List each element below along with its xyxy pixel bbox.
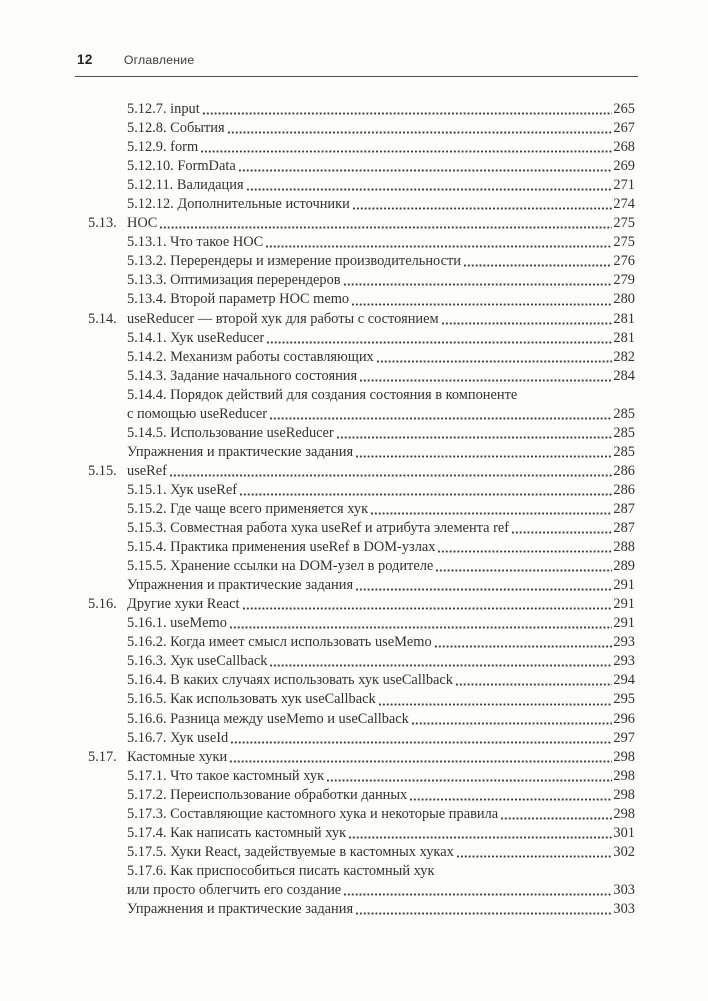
dot-leader xyxy=(230,729,612,748)
entry-page-number: 285 xyxy=(613,424,635,441)
toc-entry-line xyxy=(0,252,635,271)
dot-leader xyxy=(352,195,613,214)
entry-title: Как приспособиться писать кастомный хук xyxy=(170,862,435,879)
entry-number: 5.15.2. xyxy=(127,500,167,517)
entry-page-number: 275 xyxy=(613,215,635,232)
dot-leader xyxy=(227,119,613,138)
entry-title: Упражнения и практические задания xyxy=(127,900,354,917)
dot-leader xyxy=(355,900,612,919)
dot-leader xyxy=(229,748,612,767)
entry-number: 5.16.4. xyxy=(127,672,167,689)
dot-leader xyxy=(463,252,612,271)
entry-title: Оптимизация перерендеров xyxy=(170,272,341,289)
entry-page-number: 269 xyxy=(613,158,635,175)
entry-title: Составляющие кастомного хука и некоторые правила xyxy=(170,805,499,822)
entry-number: 5.16.7. xyxy=(127,729,167,746)
dot-leader xyxy=(336,424,613,443)
dot-leader xyxy=(238,157,613,176)
toc-entry-line xyxy=(0,862,635,881)
toc-entry-line xyxy=(0,176,635,195)
toc-entry-line xyxy=(0,424,635,443)
entry-page-number: 298 xyxy=(613,767,635,784)
entry-title: Где чаще всего применяется хук xyxy=(170,500,369,517)
entry-number: 5.17.1. xyxy=(127,767,167,784)
entry-number: 5.15. xyxy=(88,462,117,479)
entry-title: Использование useReducer xyxy=(170,424,334,441)
entry-page-number: 293 xyxy=(613,653,635,670)
header-title: Оглавление xyxy=(123,52,195,67)
entry-number: 5.12.11. xyxy=(127,177,174,194)
entry-page-number: 275 xyxy=(613,234,635,251)
entry-page-number: 289 xyxy=(613,558,635,575)
entry-number: 5.16.2. xyxy=(127,634,167,651)
toc-entry-line xyxy=(0,386,635,405)
dot-leader xyxy=(500,805,612,824)
entry-number: 5.17.5. xyxy=(127,843,167,860)
dot-leader xyxy=(441,310,613,329)
entry-title: Что такое HOC xyxy=(170,234,264,251)
entry-title: Переиспользование обработки данных xyxy=(170,786,408,803)
entry-page-number: 282 xyxy=(613,348,635,365)
entry-page-number: 274 xyxy=(613,196,635,213)
toc-entry-line xyxy=(0,748,635,767)
entry-title: Хук useRef xyxy=(170,481,238,498)
entry-title: Что такое кастомный хук xyxy=(170,767,325,784)
entry-page-number: 280 xyxy=(613,291,635,308)
entry-page-number: 291 xyxy=(613,615,635,632)
dot-leader xyxy=(266,329,612,348)
dot-leader xyxy=(435,557,612,576)
toc-entry-line xyxy=(0,271,635,290)
entry-page-number: 288 xyxy=(613,539,635,556)
dot-leader xyxy=(246,176,613,195)
entry-number: 5.13.1. xyxy=(127,234,167,251)
entry-title: В каких случаях использовать хук useCallback xyxy=(170,672,453,689)
entry-page-number: 268 xyxy=(613,139,635,156)
entry-number: 5.14. xyxy=(88,310,117,327)
toc-entry-line xyxy=(0,462,635,481)
entry-title: Второй параметр HOC memo xyxy=(170,291,350,308)
entry-page-number: 294 xyxy=(613,672,635,689)
toc-list xyxy=(0,100,635,919)
entry-number: 5.12.10. xyxy=(127,158,174,175)
entry-title: Хранение ссылки на DOM-узел в родителе xyxy=(170,558,434,575)
entry-page-number: 281 xyxy=(613,310,635,327)
entry-title: form xyxy=(170,139,199,156)
entry-title: Механизм работы составляющих xyxy=(170,348,374,365)
entry-number: 5.12.7. xyxy=(127,101,167,117)
toc-entry-line xyxy=(0,443,635,462)
toc-entry-line xyxy=(0,348,635,367)
entry-title: input xyxy=(170,101,200,117)
entry-title: Хуки React, задействуемые в кастомных хуках xyxy=(170,843,454,860)
entry-title: useReducer — второй хук для работы с состоянием xyxy=(127,310,439,327)
toc-entry-line xyxy=(0,195,635,214)
dot-leader xyxy=(378,690,613,709)
dot-leader xyxy=(343,881,612,900)
toc-entry-line xyxy=(0,100,635,119)
entry-title: HOC xyxy=(127,215,158,232)
entry-number: 5.12.9. xyxy=(127,139,167,156)
toc-entry-line xyxy=(0,367,635,386)
dot-leader xyxy=(229,614,612,633)
entry-number: 5.15.5. xyxy=(127,558,167,575)
entry-title: с помощью useReducer xyxy=(127,405,268,422)
entry-title: Совместная работа хука useRef и атрибута элемента ref xyxy=(170,520,510,537)
entry-page-number: 276 xyxy=(613,253,635,270)
entry-page-number: 295 xyxy=(613,691,635,708)
dot-leader xyxy=(359,367,612,386)
entry-title: Кастомные хуки xyxy=(127,748,228,765)
entry-number: 5.12.8. xyxy=(127,120,167,137)
entry-number: 5.17.2. xyxy=(127,786,167,803)
entry-page-number: 291 xyxy=(613,577,635,594)
toc-entry-line xyxy=(0,310,635,329)
entry-number: 5.16.5. xyxy=(127,691,167,708)
entry-number: 5.13.4. xyxy=(127,291,167,308)
entry-number: 5.12.12. xyxy=(127,196,174,213)
entry-title: Хук useCallback xyxy=(170,653,268,670)
toc-entry-line xyxy=(0,290,635,309)
entry-title: Практика применения useRef в DOM-узлах xyxy=(170,539,436,556)
entry-page-number: 281 xyxy=(613,329,635,346)
dot-leader xyxy=(355,576,612,595)
entry-page-number: 301 xyxy=(613,824,635,841)
toc-entry-line xyxy=(0,900,635,919)
entry-title: Хук useReducer xyxy=(170,329,265,346)
entry-title: useMemo xyxy=(170,615,227,632)
entry-page-number: 284 xyxy=(613,367,635,384)
toc-entry-line xyxy=(0,214,635,233)
entry-number: 5.16.6. xyxy=(127,710,167,727)
toc-entry-line xyxy=(0,671,635,690)
toc-entry-line xyxy=(0,405,635,424)
entry-number: 5.13.3. xyxy=(127,272,167,289)
entry-number: 5.13. xyxy=(88,215,117,232)
entry-title: Упражнения и практические задания xyxy=(127,577,354,594)
entry-page-number: 296 xyxy=(613,710,635,727)
entry-title: Как написать кастомный хук xyxy=(170,824,347,841)
entry-number: 5.14.3. xyxy=(127,367,167,384)
entry-page-number: 298 xyxy=(613,748,635,765)
toc-entry-line xyxy=(0,576,635,595)
dot-leader xyxy=(351,290,612,309)
dot-leader xyxy=(326,767,612,786)
entry-page-number: 293 xyxy=(613,634,635,651)
entry-number: 5.17.4. xyxy=(127,824,167,841)
entry-page-number: 287 xyxy=(613,500,635,517)
toc-entry-line xyxy=(0,500,635,519)
toc-entry-line xyxy=(0,557,635,576)
dot-leader xyxy=(355,443,612,462)
dot-leader xyxy=(269,652,612,671)
entry-page-number: 286 xyxy=(613,481,635,498)
dot-leader xyxy=(437,538,612,557)
toc-entry-line xyxy=(0,329,635,348)
entry-number: 5.15.4. xyxy=(127,539,167,556)
toc-entry-line xyxy=(0,157,635,176)
entry-title: FormData xyxy=(177,158,236,175)
entry-title: Перерендеры и измерение производительности xyxy=(170,253,461,270)
toc-entry-line xyxy=(0,824,635,843)
entry-number: 5.13.2. xyxy=(127,253,167,270)
dot-leader xyxy=(169,462,612,481)
dot-leader xyxy=(202,100,613,119)
entry-number: 5.17. xyxy=(88,748,117,765)
entry-title: События xyxy=(170,120,225,137)
entry-page-number: 286 xyxy=(613,462,635,479)
toc-entry-line xyxy=(0,481,635,500)
entry-number: 5.14.4. xyxy=(127,386,167,403)
toc-entry-line xyxy=(0,767,635,786)
entry-title: или просто облегчить его создание xyxy=(127,881,342,898)
toc-entry-line xyxy=(0,519,635,538)
toc-entry-line xyxy=(0,652,635,671)
entry-page-number: 271 xyxy=(613,177,635,194)
header-rule xyxy=(75,76,638,77)
entry-page-number: 285 xyxy=(613,443,635,460)
dot-leader xyxy=(343,271,613,290)
dot-leader xyxy=(265,233,612,252)
entry-number: 5.15.3. xyxy=(127,520,167,537)
toc-entry-line xyxy=(0,119,635,138)
entry-title: Как использовать хук useCallback xyxy=(170,691,376,708)
entry-page-number: 287 xyxy=(613,520,635,537)
entry-page-number: 298 xyxy=(613,786,635,803)
entry-number: 5.14.1. xyxy=(127,329,167,346)
toc-entry-line xyxy=(0,233,635,252)
entry-page-number: 303 xyxy=(613,900,635,917)
dot-leader xyxy=(376,348,613,367)
toc-entry-line xyxy=(0,633,635,652)
entry-title: Другие хуки React xyxy=(127,596,240,613)
entry-title: Упражнения и практические задания xyxy=(127,443,354,460)
toc-entry-line xyxy=(0,843,635,862)
dot-leader xyxy=(200,138,612,157)
entry-number: 5.17.3. xyxy=(127,805,167,822)
entry-page-number: 298 xyxy=(613,805,635,822)
entry-number: 5.16. xyxy=(88,596,117,613)
entry-page-number: 285 xyxy=(613,405,635,422)
dot-leader xyxy=(409,786,612,805)
toc-entry-line xyxy=(0,690,635,709)
dot-leader xyxy=(434,633,613,652)
entry-page-number: 279 xyxy=(613,272,635,289)
entry-number: 5.15.1. xyxy=(127,481,167,498)
toc-entry-line xyxy=(0,538,635,557)
toc-entry-line xyxy=(0,138,635,157)
toc-entry-line xyxy=(0,710,635,729)
entry-number: 5.16.1. xyxy=(127,615,167,632)
dot-leader xyxy=(239,481,612,500)
entry-number: 5.16.3. xyxy=(127,653,167,670)
entry-title: useRef xyxy=(127,462,167,479)
dot-leader xyxy=(511,519,612,538)
toc-entry-line xyxy=(0,805,635,824)
dot-leader xyxy=(455,671,612,690)
entry-title: Порядок действий для создания состояния в компоненте xyxy=(170,386,518,403)
dot-leader xyxy=(456,843,613,862)
toc-entry-line xyxy=(0,595,635,614)
entry-page-number: 291 xyxy=(613,596,635,613)
entry-page-number: 303 xyxy=(613,881,635,898)
entry-page-number: 267 xyxy=(613,120,635,137)
toc-entry-line xyxy=(0,881,635,900)
dot-leader xyxy=(242,595,613,614)
entry-title: Задание начального состояния xyxy=(170,367,358,384)
entry-title: Хук useId xyxy=(170,729,229,746)
entry-title: Когда имеет смысл использовать useMemo xyxy=(170,634,432,651)
page-header xyxy=(77,0,194,66)
dot-leader xyxy=(269,405,612,424)
entry-title: Дополнительные источники xyxy=(177,196,350,213)
dot-leader xyxy=(159,214,612,233)
dot-leader xyxy=(348,824,612,843)
entry-number: 5.14.2. xyxy=(127,348,167,365)
entry-number: 5.17.6. xyxy=(127,862,167,879)
entry-number: 5.14.5. xyxy=(127,424,167,441)
toc-entry-line xyxy=(0,786,635,805)
toc-entry-line xyxy=(0,729,635,748)
entry-page-number: 302 xyxy=(613,843,635,860)
dot-leader xyxy=(411,710,613,729)
entry-page-number: 297 xyxy=(613,729,635,746)
entry-page-number: 265 xyxy=(613,101,635,117)
entry-title: Валидация xyxy=(176,177,244,194)
toc-entry-line xyxy=(0,614,635,633)
dot-leader xyxy=(370,500,612,519)
entry-title: Разница между useMemo и useCallback xyxy=(170,710,409,727)
page-number: 12 xyxy=(77,51,93,67)
